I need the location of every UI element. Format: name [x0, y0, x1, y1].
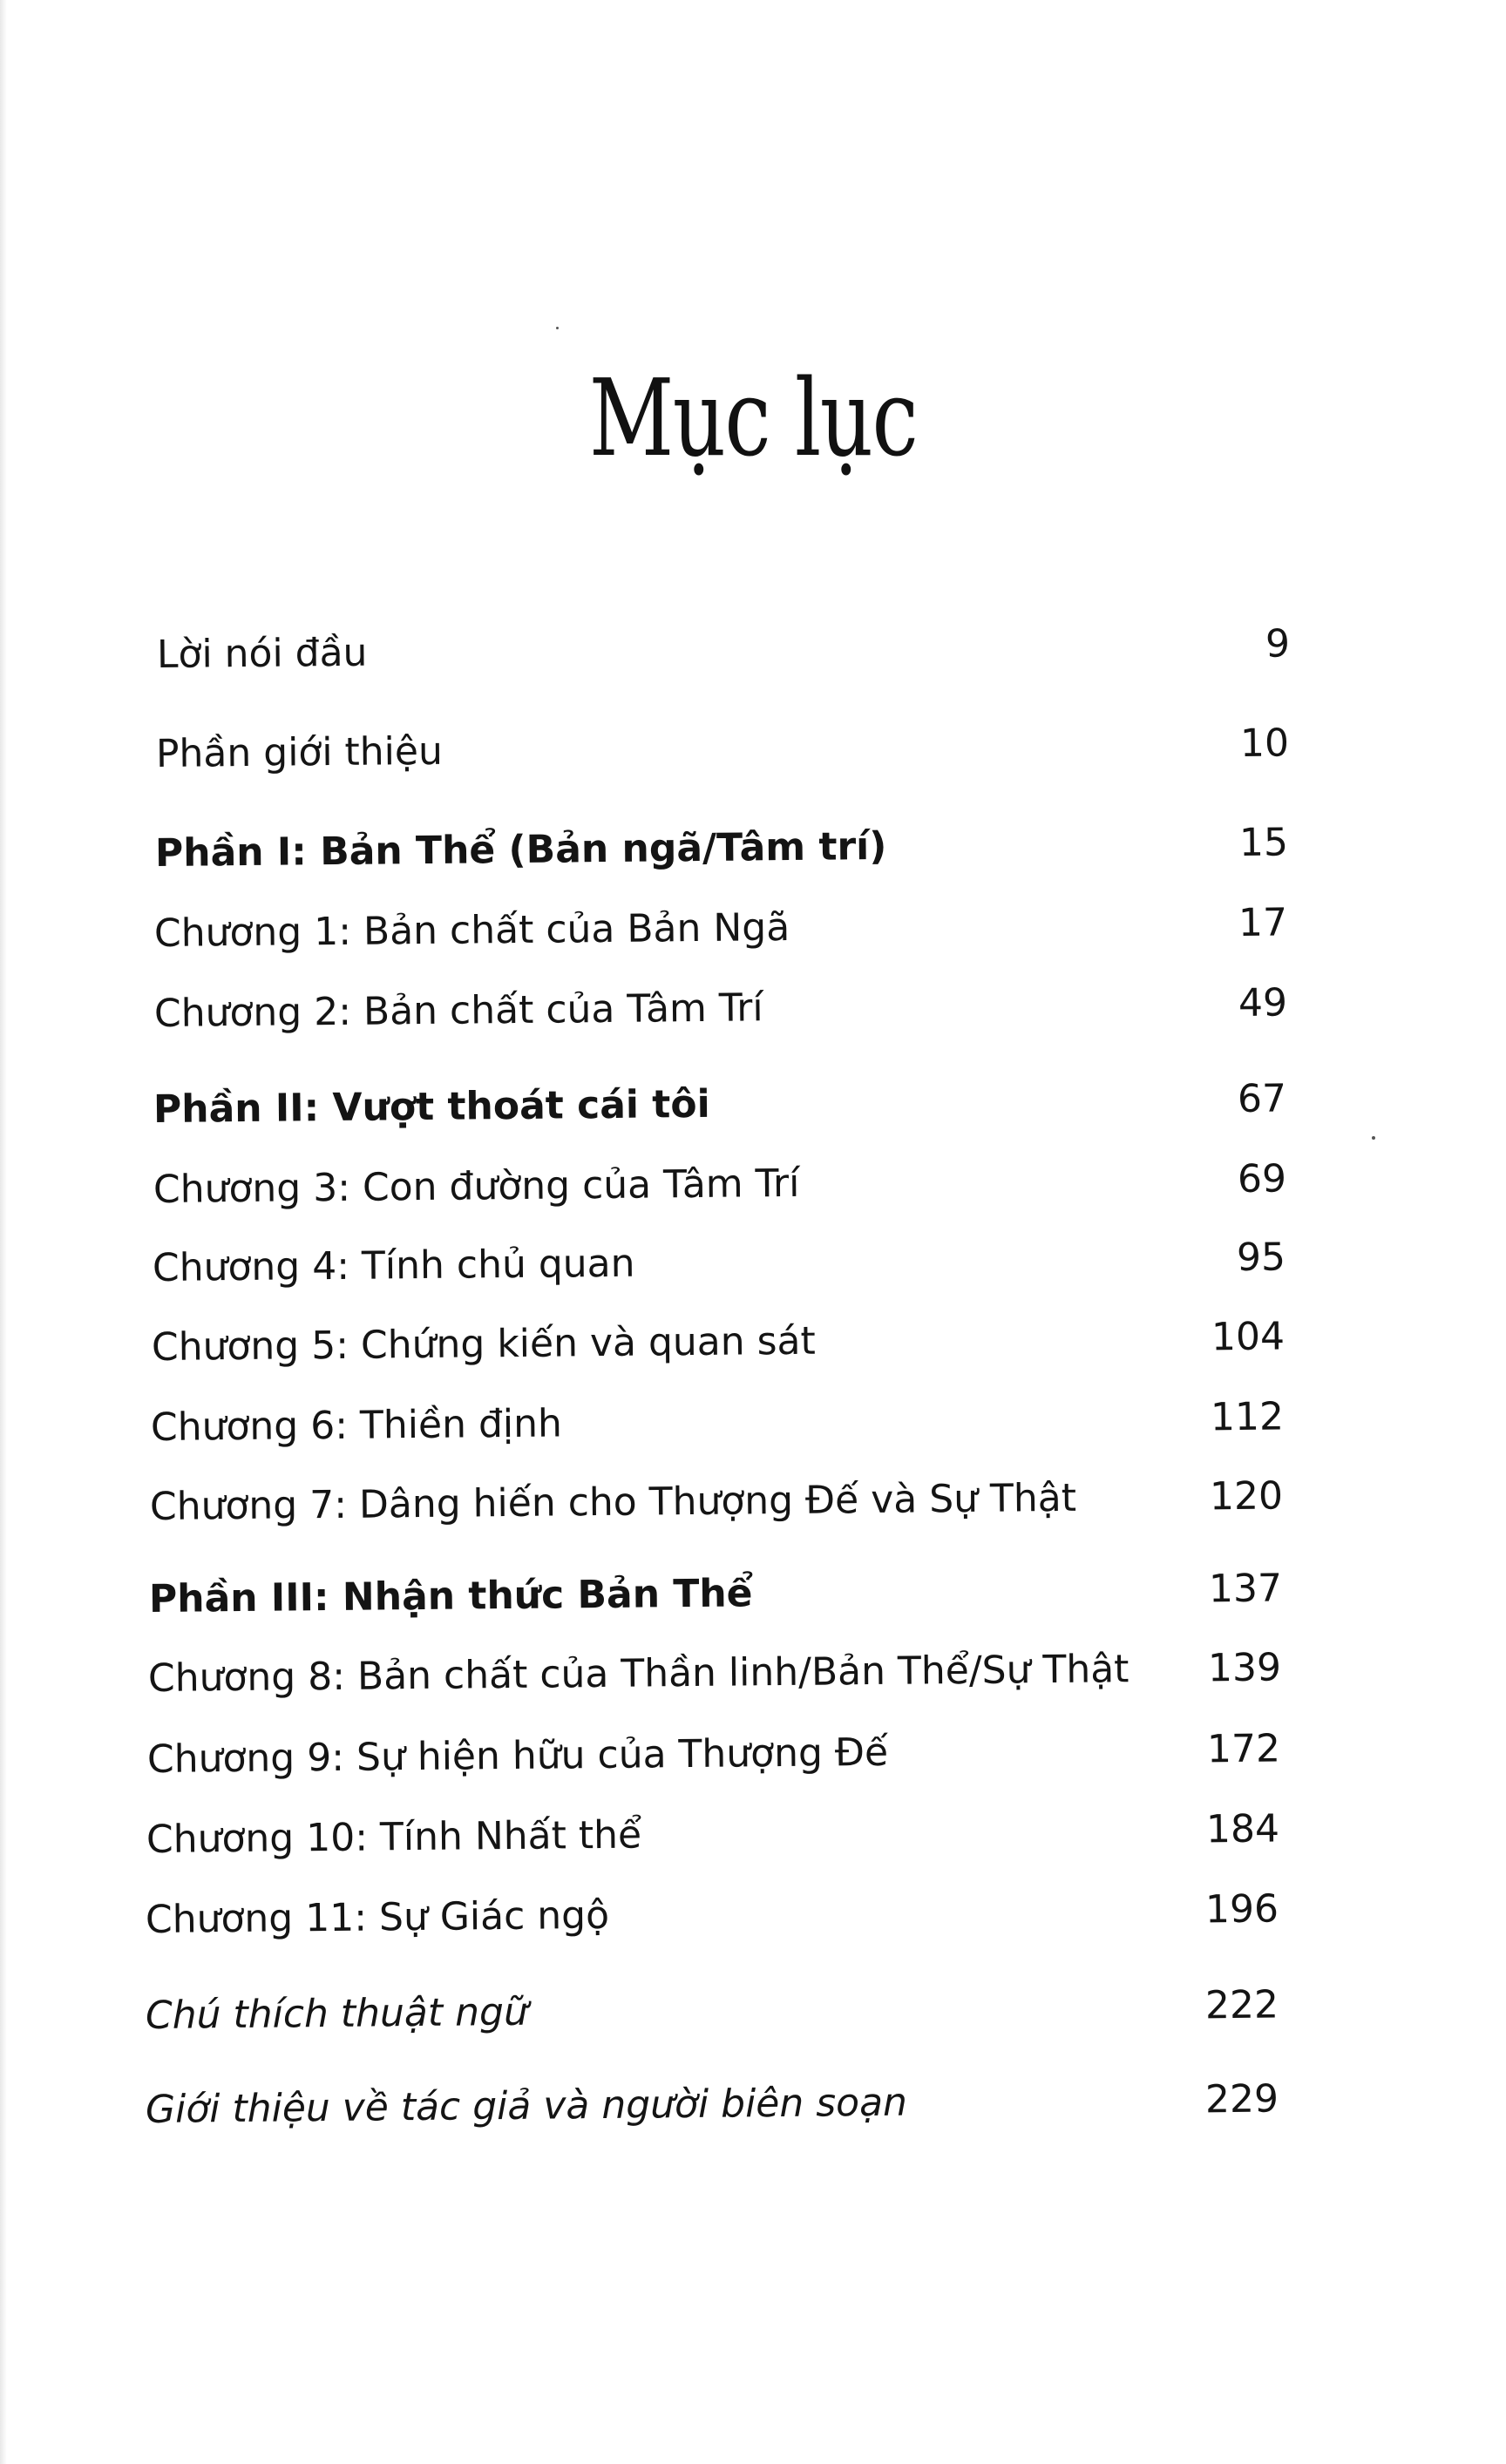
- toc-entry-page: 104: [1211, 1314, 1286, 1360]
- toc-entry-page: 15: [1238, 820, 1289, 866]
- toc-entry-label: Phần giới thiệu: [155, 728, 444, 776]
- toc-entry-label: Giới thiệu về tác giả và người biên soạn: [145, 2080, 908, 2132]
- toc-entry-page: 120: [1209, 1473, 1284, 1520]
- toc-entry: [146, 1802, 1280, 1868]
- toc-entry-page: 222: [1204, 1982, 1279, 2028]
- toc-entry-label: Chương 4: Tính chủ quan: [152, 1241, 635, 1290]
- toc-entry-label: Lời nói đầu: [156, 630, 368, 677]
- toc-entry-page: 49: [1238, 980, 1288, 1026]
- toc-entry-label: Chương 1: Bản chất của Bản Ngã: [153, 905, 790, 956]
- toc-part-heading: [153, 1072, 1287, 1138]
- toc-entry-page: 229: [1204, 2076, 1279, 2122]
- toc-entry: [156, 716, 1290, 782]
- toc-entry: [154, 976, 1288, 1042]
- toc-entry-label: Chương 9: Sự hiện hữu của Thượng Đế: [146, 1730, 889, 1782]
- toc-entry: [151, 1390, 1285, 1456]
- page-edge-shadow: [0, 0, 7, 2464]
- toc-entry-page: 137: [1208, 1566, 1283, 1612]
- toc-entry-label: Chú thích thuật ngữ: [145, 1989, 529, 2038]
- toc-entry-page: 139: [1207, 1645, 1282, 1691]
- toc-entry-page: 112: [1210, 1394, 1285, 1440]
- toc-entry-label: Chương 10: Tính Nhất thể: [146, 1812, 642, 1862]
- toc-entry-page: 196: [1204, 1886, 1279, 1933]
- toc-entry-label: Phần III: Nhận thức Bản Thể: [148, 1571, 753, 1621]
- toc-entry-page: 95: [1236, 1235, 1286, 1281]
- scan-speck: [556, 327, 559, 329]
- toc-entry: [153, 1230, 1286, 1296]
- toc-entry: [146, 1882, 1279, 1948]
- toc-entry: [153, 1152, 1287, 1218]
- toc-entry-label: Chương 3: Con đường của Tâm Trí: [153, 1161, 800, 1212]
- toc-entry-page: 10: [1239, 721, 1290, 767]
- toc-entry: [157, 617, 1291, 683]
- toc-entry-appendix: [146, 1978, 1279, 2044]
- toc-entry-label: Chương 11: Sự Giác ngộ: [145, 1892, 610, 1942]
- toc-entry: [148, 1641, 1282, 1707]
- toc-entry-page: 17: [1238, 900, 1288, 946]
- toc-entry-label: Chương 7: Dâng hiến cho Thượng Đế và Sự Thật: [149, 1475, 1077, 1529]
- toc-entry-appendix: [146, 2072, 1279, 2138]
- toc-entry-page: 69: [1237, 1156, 1287, 1202]
- scan-speck: [1372, 1136, 1375, 1140]
- toc-entry-label: Chương 5: Chứng kiến và quan sát: [151, 1318, 816, 1370]
- toc-part-heading: [155, 816, 1289, 882]
- toc-entry-page: 67: [1237, 1076, 1287, 1122]
- toc-entry-label: Chương 6: Thiền định: [150, 1401, 563, 1450]
- toc-entry: [147, 1722, 1281, 1788]
- toc-entry-page: 184: [1205, 1806, 1280, 1852]
- toc-entry-page: 172: [1206, 1726, 1281, 1772]
- toc-entry-label: Phần II: Vượt thoát cái tôi: [153, 1081, 710, 1132]
- toc-entry-label: Chương 2: Bản chất của Tâm Trí: [153, 985, 763, 1036]
- toc-part-heading: [149, 1561, 1283, 1628]
- toc-entry: [154, 896, 1288, 962]
- toc-entry-label: Phần I: Bản Thể (Bản ngã/Tâm trí): [154, 823, 887, 876]
- page-title: Mục lục: [588, 356, 918, 480]
- toc-entry-label: Chương 8: Bản chất của Thần linh/Bản Thể/Sự Thật: [147, 1647, 1130, 1701]
- toc-entry: [150, 1469, 1284, 1535]
- toc-entry: [152, 1310, 1286, 1376]
- toc-entry-page: 9: [1265, 621, 1291, 667]
